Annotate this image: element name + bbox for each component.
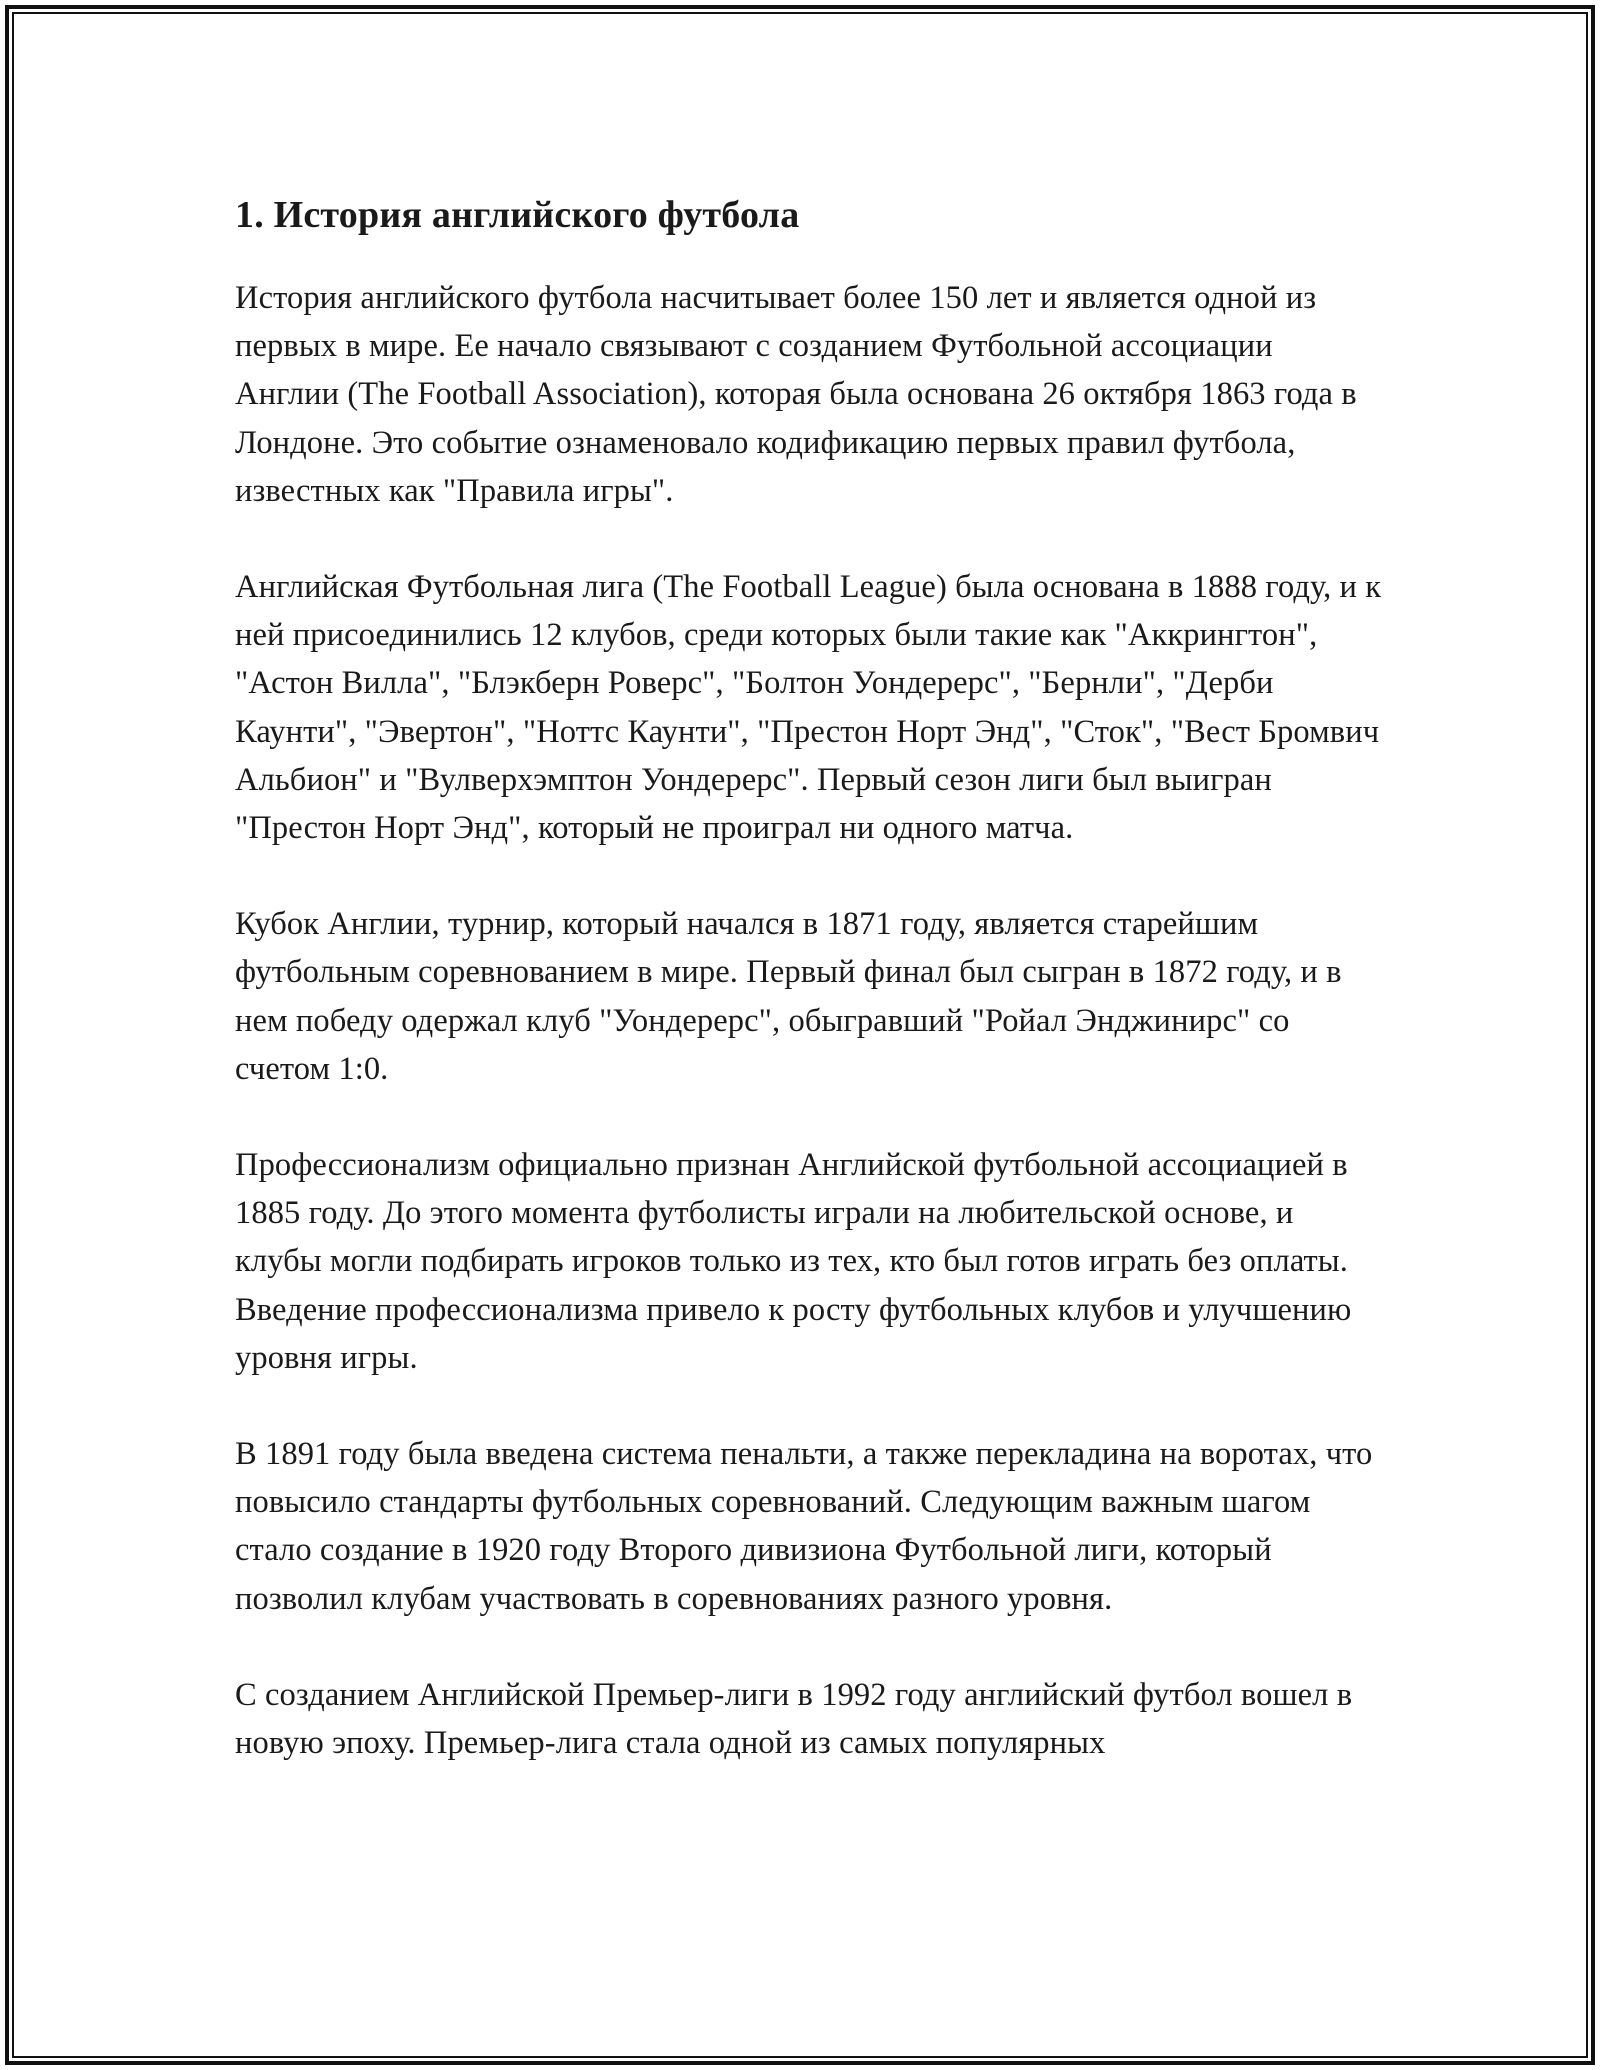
paragraph-football-league: Английская Футбольная лига (The Football League) была основана в 1888 году, и к ней присоединились 12 клубов, среди которых были такие как "Аккрингтон", "Астон Вилла", "Блэкберн Роверс", "Болтон Уондерерс", "Бернли", "Дерби Каунти", "Эвертон", "Ноттс Каунти", "Престон Норт Энд", "Сток", "Вест Бромвич Альбион" и "Вулверхэмптон Уондерерс". Первый сезон лиги был выигран "Престон Норт Энд", который не проиграл ни одного матча. (235, 569, 1382, 847)
paragraph-professionalism: Профессионализм официально признан Английской футбольной ассоциацией в 1885 году. До этого момента футболисты играли на любительской основе, и клубы могли подбирать игроков только из тех, кто был готов играть без оплаты. Введение профессионализма привело к росту футбольных клубов и улучшению уровня игры. (235, 1147, 1352, 1376)
paragraph-fa-cup: Кубок Англии, турнир, который начался в 1871 году, является старейшим футбольным соревнованием в мире. Первый финал был сыгран в 1872 году, и в нем победу одержал клуб "Уондерерс", обыгравший "Ройал Энджинирс" со счетом 1:0. (235, 906, 1342, 1087)
section-heading: 1. История английского футбола (235, 194, 800, 236)
paragraph-penalty-crossbar: В 1891 году была введена система пенальти, а также перекладина на воротах, что повысило стандарты футбольных соревнований. Следующим важным шагом стало создание в 1920 году Второго дивизиона Футбольной лиги, который позволил клубам участвовать в соревнованиях разного уровня. (235, 1436, 1373, 1617)
paragraph-fa-history: История английского футбола насчитывает более 150 лет и является одной из первых в мире. Ее начало связывают с созданием Футбольной ассоциации Англии (The Football Association), которая была основана 26 октября 1863 года в Лондоне. Это событие ознаменовало кодификацию первых правил футбола, известных как "Правила игры". (235, 280, 1357, 509)
document-body (235, 186, 1385, 1815)
paragraph-premier-league: С созданием Английской Премьер-лиги в 1992 году английский футбол вошел в новую эпоху. Премьер-лига стала одной из самых популярных (235, 1676, 1353, 1762)
